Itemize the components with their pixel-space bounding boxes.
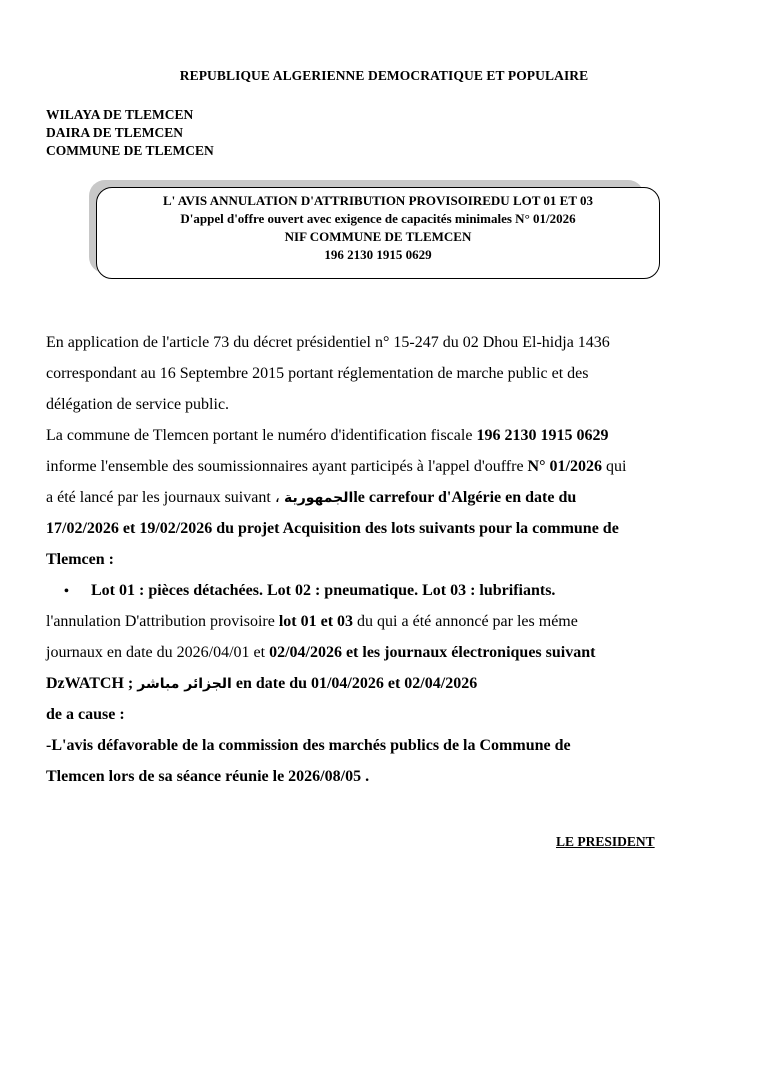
- body-line: délégation de service public.: [46, 396, 230, 413]
- body-text-span: du qui a été annoncé par les méme: [353, 613, 578, 630]
- notice-box: [96, 187, 660, 279]
- body-line: correspondant au 16 Septembre 2015 portant réglementation de marche public et des: [46, 365, 589, 382]
- notice-nif-label: NIF COMMUNE DE TLEMCEN: [284, 229, 472, 244]
- body-line: 17/02/2026 et 19/02/2026 du projet Acquisition des lots suivants pour la commune de: [46, 520, 619, 537]
- republic-title: REPUBLIQUE ALGERIENNE DEMOCRATIQUE ET POPULAIRE: [179, 68, 589, 83]
- body-text-span: journaux en date du 2026/04/01 et: [46, 644, 270, 661]
- body-text-span: l'annulation D'attribution provisoire: [46, 613, 279, 630]
- body-bold-span: DzWATCH ;: [46, 675, 138, 692]
- notice-title: L' AVIS ANNULATION D'ATTRIBUTION PROVISOIREDU LOT 01 ET 03: [162, 193, 594, 208]
- body-line: -L'avis défavorable de la commission des marchés publics de la Commune de: [46, 737, 571, 754]
- body-line: Tlemcen :: [46, 551, 114, 568]
- newspaper-name: le carrefour d'Algérie en date du: [353, 489, 577, 506]
- commune-line: COMMUNE DE TLEMCEN: [46, 143, 214, 158]
- arabic-site-name: الجزائر مباشر: [137, 676, 232, 692]
- body-line: [46, 668, 726, 699]
- body-text-span: a été lancé par les journaux suivant ،: [46, 489, 284, 506]
- bullet-icon: •: [64, 584, 69, 599]
- signature-president: LE PRESIDENT: [556, 834, 655, 849]
- body-line: [46, 482, 726, 513]
- notice-nif-number: 196 2130 1915 0629: [324, 247, 432, 262]
- lots-list-item: [46, 575, 726, 606]
- body-line: [46, 420, 726, 451]
- body-line: [46, 606, 726, 637]
- notice-body: [46, 327, 726, 792]
- wilaya-line: WILAYA DE TLEMCEN: [46, 107, 194, 122]
- arabic-newspaper-name: الجمهورية: [283, 490, 354, 506]
- nif-number: 196 2130 1915 0629: [476, 427, 609, 444]
- body-line: Tlemcen lors de sa séance réunie le 2026/08/05 .: [46, 768, 370, 785]
- cause-heading: de a cause :: [46, 706, 125, 723]
- body-line: [46, 637, 726, 668]
- body-text-span: informe l'ensemble des soumissionnaires ayant participés à l'appel d'ouffre: [46, 458, 528, 475]
- body-text-span: La commune de Tlemcen portant le numéro d'identification fiscale: [46, 427, 477, 444]
- body-line: [46, 451, 726, 482]
- tender-number: N° 01/2026: [527, 458, 602, 475]
- lots-text: Lot 01 : pièces détachées. Lot 02 : pneumatique. Lot 03 : lubrifiants.: [91, 582, 556, 599]
- administration-header: [46, 106, 214, 160]
- body-bold-span: 02/04/2026 et les journaux électroniques suivant: [269, 644, 596, 661]
- daira-line: DAIRA DE TLEMCEN: [46, 125, 184, 140]
- body-text-span: qui: [601, 458, 627, 475]
- body-line: En application de l'article 73 du décret présidentiel n° 15-247 du 02 Dhou El-hidja 1436: [46, 334, 610, 351]
- lots-reference: lot 01 et 03: [278, 613, 354, 630]
- notice-subtitle: D'appel d'offre ouvert avec exigence de capacités minimales N° 01/2026: [180, 211, 576, 226]
- body-bold-span: en date du 01/04/2026 et 02/04/2026: [231, 675, 478, 692]
